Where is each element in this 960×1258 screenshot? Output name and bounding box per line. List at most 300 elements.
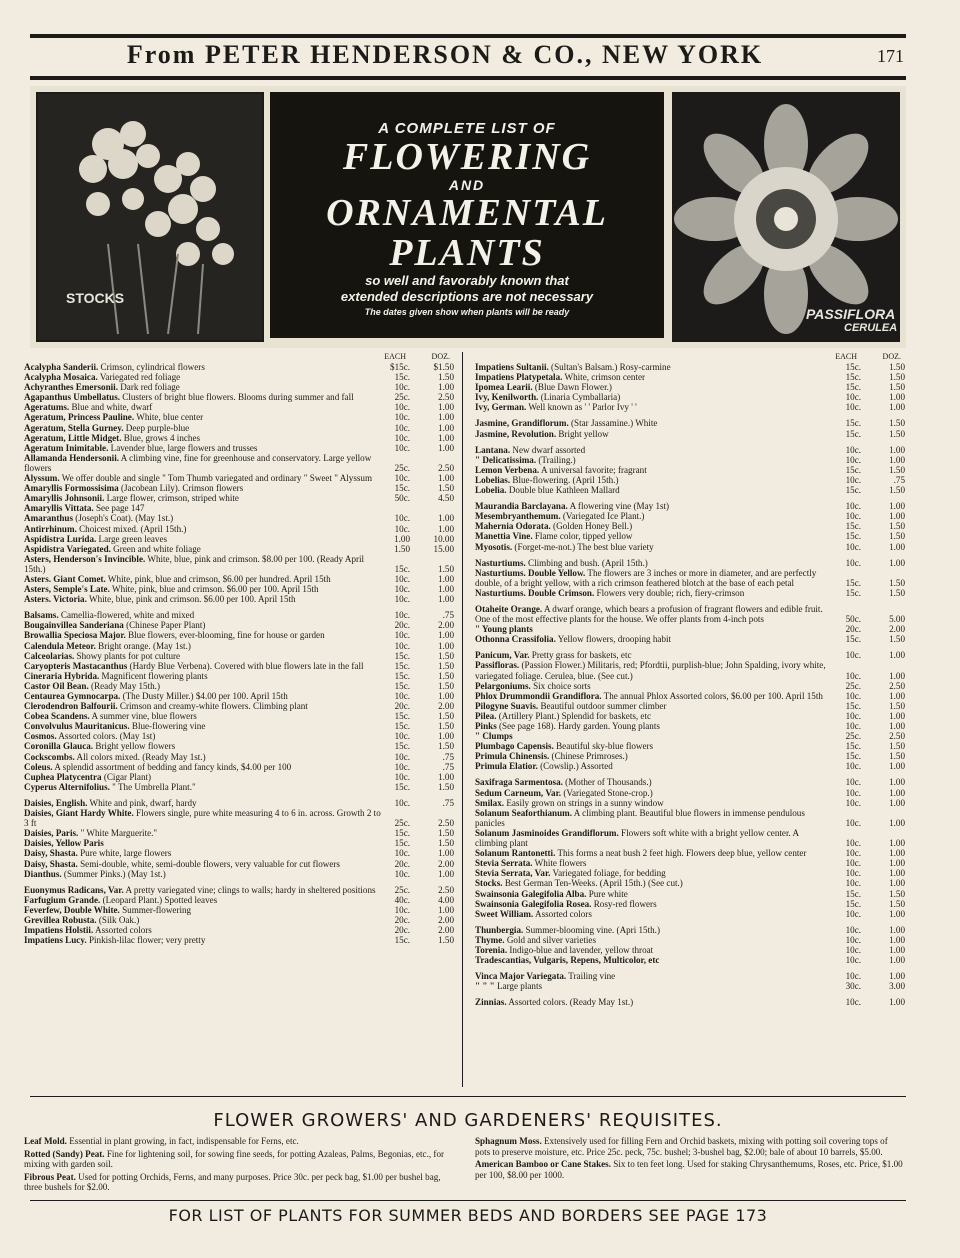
banner-flowering: FLOWERING: [342, 136, 592, 178]
price-dozen: 2.00: [438, 914, 454, 925]
plant-entry: [24, 433, 454, 443]
plant-description: Flame color, tipped yellow: [532, 531, 633, 542]
banner-subtitle-1: so well and favorably known that: [365, 273, 569, 288]
price-each: 10c.: [394, 630, 410, 641]
plant-description: Camellia-flowered, white and mixed: [58, 610, 195, 621]
price-each: 10c.: [394, 513, 410, 524]
price-dozen: 1.50: [438, 781, 454, 792]
plant-entry: [475, 701, 905, 711]
plant-entry: [24, 828, 454, 838]
plant-name: " Young plants: [475, 624, 533, 635]
plant-entry: [24, 544, 454, 554]
plant-name: Amaryllis Vittata.: [24, 503, 94, 514]
requisites-left: [24, 1136, 454, 1195]
plant-description: Double blue Kathleen Mallard: [506, 485, 620, 496]
price-each: 10c.: [394, 422, 410, 433]
plant-name: Primula Elatior.: [475, 761, 538, 772]
price-dozen: .75: [442, 610, 454, 621]
plant-entry: [475, 935, 905, 945]
plant-description: Blue flowers, ever-blooming, fine for house or garden: [125, 630, 325, 641]
price-dozen: 1.00: [438, 771, 454, 782]
plant-name: Impatiens Sultanii.: [475, 362, 549, 372]
plant-description: (Sultan's Balsam.) Rosy-carmine: [548, 362, 671, 372]
page-header-title: From PETER HENDERSON & CO., NEW YORK: [126, 40, 764, 69]
plant-name: Ageratum, Little Midget.: [24, 432, 122, 443]
price-dozen: 1.50: [438, 721, 454, 732]
plant-description: (Leopard Plant.) Spotted leaves: [100, 894, 218, 905]
plant-name: Ivy, Kenilworth.: [475, 392, 539, 403]
plant-entry: [475, 971, 905, 981]
plant-name: Asters, Semple's Late.: [24, 584, 110, 595]
price-each: 10c.: [845, 924, 861, 935]
price-dozen: 1.00: [438, 868, 454, 879]
plant-name: Ivy, German.: [475, 402, 527, 413]
price-each: 15c.: [845, 577, 861, 588]
plant-name: Agapanthus Umbellatus.: [24, 392, 121, 403]
plant-entry: [475, 392, 905, 402]
plant-description: Deep purple-blue: [123, 422, 190, 433]
plant-entry: [475, 485, 905, 495]
plant-name: Lobelias.: [475, 474, 511, 485]
price-each: 10c.: [845, 721, 861, 731]
requisite-name: Fibrous Peat.: [24, 1171, 76, 1182]
plant-entry: [24, 885, 454, 895]
price-each: 10c.: [845, 787, 861, 798]
passiflora-caption-2: CERULEA: [844, 322, 898, 334]
price-each: 10c.: [394, 771, 410, 782]
plant-name: Amaranthus: [24, 513, 74, 524]
plant-description: Best German Ten-Weeks. (April 15th.) (See cut.): [502, 878, 683, 889]
requisites-right: [475, 1136, 905, 1182]
plant-description: " The Umbrella Plant.": [109, 781, 196, 792]
plant-description: Yellow flowers, drooping habit: [555, 634, 672, 645]
plant-entry: [475, 445, 905, 455]
requisite-item: [475, 1136, 905, 1157]
plant-description: Flowers soft white with a bright yellow center. A climbing plant: [475, 827, 799, 849]
price-each: 10c.: [845, 858, 861, 869]
plant-name: Cineraria Hybrida.: [24, 670, 100, 681]
price-dozen: 4.50: [438, 493, 454, 504]
price-dozen: 1.00: [889, 690, 905, 701]
plant-name: " " ": [475, 981, 495, 992]
price-each: 15c.: [845, 898, 861, 909]
price-dozen: 1.50: [889, 751, 905, 762]
plant-entry: [24, 782, 454, 792]
price-dozen: 1.50: [438, 650, 454, 661]
plant-description: Pretty grass for baskets, etc: [529, 650, 632, 661]
plant-name: Mahernia Odorata.: [475, 521, 551, 532]
price-each: 15c.: [394, 828, 410, 839]
plant-entry: [475, 558, 905, 568]
price-dozen: 2.00: [889, 624, 905, 635]
plant-entry: [475, 362, 905, 372]
plant-description: (Passion Flower.) Militaris, red; Pfordtii, purplish-blue; John Spalding, ivory white, variegated foliage. Cerulea, blue. (See cut.): [475, 660, 826, 681]
plant-description: (Forget-me-not.) The best blue variety: [512, 541, 654, 552]
plant-entry: [475, 542, 905, 552]
price-dozen: 1.00: [889, 402, 905, 413]
right-entry-list: [475, 362, 905, 1007]
plant-name: " Clumps: [475, 731, 513, 742]
column-header-left: [24, 350, 454, 362]
banner-and: AND: [448, 177, 486, 193]
price-dozen: 1.50: [438, 660, 454, 671]
plant-entry: [24, 584, 454, 594]
price-each: 10c.: [845, 454, 861, 465]
plant-entry: [475, 372, 905, 382]
plant-description: A summer vine, blue flowers: [89, 711, 197, 722]
price-each: 50c.: [845, 614, 861, 625]
requisite-name: Rotted (Sandy) Peat.: [24, 1148, 105, 1159]
plant-name: Sweet William.: [475, 908, 534, 919]
price-each: 15c.: [845, 751, 861, 762]
banner-ornamental: ORNAMENTAL: [326, 192, 608, 234]
plant-entry: [475, 761, 905, 771]
banner: [30, 86, 906, 348]
plant-name: Solanum Seaforthianum.: [475, 807, 573, 818]
plant-entry: [475, 997, 905, 1007]
plant-description: Bright yellow: [556, 428, 609, 439]
price-dozen: 2.50: [889, 680, 905, 691]
price-dozen: 1.00: [889, 777, 905, 788]
plant-description: Pure white, large flowers: [77, 848, 172, 859]
plant-entry: [24, 915, 454, 925]
plant-name: Browallia Speciosa Major.: [24, 630, 126, 641]
plant-description: Semi-double, white, semi-double flowers, very valuable for cut flowers: [77, 858, 340, 869]
price-each: 15c.: [394, 650, 410, 661]
plant-name: Smilax.: [475, 797, 505, 808]
price-each: 15c.: [394, 372, 410, 383]
plant-description: Magnificent flowering plants: [99, 670, 208, 681]
requisite-description: Fine for lightening soil, for sowing fine seeds, for potting Azaleas, Palms, Begonias, etc., for mixing with garden soil.: [24, 1148, 445, 1170]
plant-name: Calceolarias.: [24, 650, 75, 661]
plant-entry: [24, 594, 454, 604]
price-dozen: 2.50: [889, 731, 905, 742]
price-dozen: 1.50: [889, 362, 905, 372]
price-dozen: 1.00: [889, 501, 905, 512]
price-dozen: 1.00: [889, 838, 905, 849]
plant-name: Myosotis.: [475, 541, 513, 552]
plant-entry: [24, 554, 454, 574]
banner-note: The dates given show when plants will be ready: [364, 307, 570, 317]
plant-name: Cockscombs.: [24, 751, 75, 762]
price-each: 10c.: [394, 761, 410, 772]
price-dozen: .75: [442, 751, 454, 762]
plant-description: Flowers very double; rich, fiery-crimson: [594, 587, 745, 598]
plant-name: " Delicatissima.: [475, 454, 537, 465]
plant-list-left: [24, 350, 454, 945]
plant-description: Dark red foliage: [117, 382, 180, 393]
plant-description: A dwarf orange, which bears a profusion of fragrant flowers and edible fruit. One of the most effective plants for the house. We offer plants from 4-inch pots: [475, 603, 823, 625]
plant-description: (Chinese Paper Plant): [123, 620, 206, 631]
plant-description: Pinkish-lilac flower; very pretty: [86, 935, 206, 946]
plant-entry: [24, 630, 454, 640]
plant-description: White, blue center: [134, 412, 204, 423]
plant-entry: [24, 534, 454, 544]
plant-name: Saxifraga Sarmentosa.: [475, 777, 563, 788]
price-each: 10c.: [845, 392, 861, 403]
price-each: 15c.: [394, 483, 410, 494]
plant-description: (Jacobean Lily). Crimson flowers: [118, 483, 244, 494]
price-dozen: 2.50: [438, 392, 454, 403]
plant-name: Primula Chinensis.: [475, 751, 550, 762]
price-dozen: 2.50: [438, 818, 454, 829]
plant-entry: [475, 721, 905, 731]
price-each: 15c.: [394, 563, 410, 574]
plant-entry: [24, 372, 454, 382]
requisite-item: [24, 1136, 454, 1147]
price-each: 10c.: [845, 848, 861, 859]
plant-entry: [24, 483, 454, 493]
plant-description: Indigo-blue and lavender, yellow throat: [507, 944, 654, 955]
price-each: 10c.: [845, 557, 861, 568]
plant-name: Asters, Henderson's Invincible.: [24, 553, 146, 564]
price-each: 10c.: [845, 501, 861, 512]
price-dozen: 1.50: [438, 935, 454, 946]
plant-description: Assorted colors: [93, 925, 152, 936]
plant-name: Nasturtiums.: [475, 557, 526, 568]
plant-name: Amaryllis Johnsonii.: [24, 493, 105, 504]
price-dozen: 1.00: [438, 432, 454, 443]
plant-description: White, pink, blue and crimson. $6.00 per 100. April 15th: [109, 584, 319, 595]
plant-entry: [475, 382, 905, 392]
plant-entry: [24, 741, 454, 751]
plant-name: Otaheite Orange.: [475, 603, 543, 614]
plant-description: " White Marguerite.": [78, 828, 158, 839]
price-dozen: 1.00: [889, 878, 905, 889]
plant-name: Ipomea Learii.: [475, 382, 533, 393]
plant-name: Allamanda Hendersonii.: [24, 452, 119, 463]
plant-description: White, pink, blue and crimson, $6.00 per hundred. April 15th: [105, 573, 331, 584]
plant-name: Swainsonia Galegifolia Alba.: [475, 888, 587, 899]
plant-name: Feverfew, Double White.: [24, 904, 120, 915]
plant-entry: [24, 671, 454, 681]
price-each: 20c.: [394, 701, 410, 712]
plant-entry: [475, 511, 905, 521]
price-dozen: 1.50: [889, 577, 905, 588]
plant-name: Jasmine, Grandiflorum.: [475, 418, 569, 429]
price-each: 10c.: [394, 473, 410, 484]
plant-description: (Trailing.): [536, 454, 576, 465]
plant-name: Swainsonia Galegifolia Rosea.: [475, 898, 592, 909]
plant-name: Zinnias.: [475, 997, 507, 1008]
plant-name: Daisies, Giant Hardy White.: [24, 808, 134, 819]
price-each: 10c.: [845, 444, 861, 455]
price-each: 15c.: [845, 418, 861, 429]
price-each: 10c.: [394, 640, 410, 651]
price-each: 10c.: [845, 934, 861, 945]
price-dozen: 1.00: [889, 444, 905, 455]
plant-entry: [475, 691, 905, 701]
price-each: 10c.: [845, 997, 861, 1008]
plant-description: Blue-flowering vine: [129, 721, 206, 732]
plant-entry: [475, 848, 905, 858]
plant-name: Impatiens Holstii.: [24, 925, 94, 936]
price-each: 10c.: [394, 573, 410, 584]
price-each: 10c.: [845, 955, 861, 966]
price-dozen: 1.00: [438, 442, 454, 453]
price-dozen: 1.50: [889, 531, 905, 542]
price-dozen: 3.00: [889, 981, 905, 992]
plant-entry: [24, 838, 454, 848]
price-dozen: 2.00: [438, 925, 454, 936]
price-dozen: 1.00: [889, 934, 905, 945]
price-dozen: 1.00: [889, 670, 905, 681]
plant-entry: [475, 788, 905, 798]
plant-entry: [24, 453, 454, 473]
price-each: 10c.: [394, 402, 410, 413]
price-each: 50c.: [394, 493, 410, 504]
price-each: 10c.: [845, 541, 861, 552]
banner-title-panel: [270, 92, 664, 338]
plant-entry: [475, 981, 905, 991]
plant-name: Lantana.: [475, 444, 511, 455]
price-dozen: 1.00: [889, 924, 905, 935]
requisite-item: [24, 1172, 454, 1193]
plant-description: Choicest mixed. (April 15th.): [76, 523, 187, 534]
plant-entry: [24, 651, 454, 661]
price-each: 20c.: [394, 925, 410, 936]
requisite-name: Sphagnum Moss.: [475, 1136, 542, 1146]
price-dozen: 2.00: [438, 701, 454, 712]
plant-description: Variegated foliage, for bedding: [550, 868, 666, 879]
plant-entry: [475, 868, 905, 878]
plant-name: Convolvulus Mauritanicus.: [24, 721, 130, 732]
plant-description: White and pink, dwarf, hardy: [87, 797, 197, 808]
plant-name: Impatiens Platypetala.: [475, 372, 563, 383]
price-dozen: 1.00: [889, 511, 905, 522]
price-dozen: 15.00: [433, 543, 454, 554]
price-each: 15c.: [394, 670, 410, 681]
price-each: 15c.: [845, 464, 861, 475]
plant-entry: [475, 475, 905, 485]
plant-list-right: [475, 350, 905, 1007]
price-each: 10c.: [845, 908, 861, 919]
plant-entry: [24, 610, 454, 620]
price-dozen: .75: [442, 761, 454, 772]
plant-description: (Hardy Blue Verbena). Covered with blue flowers late in the fall: [127, 660, 364, 671]
each-label: EACH: [384, 352, 406, 361]
price-dozen: 1.00: [889, 541, 905, 552]
plant-description: The flowers are 3 inches or more in diameter, and are perfectly double, of a bright yellow, with a rich crimson feathered blotch at the base of each petal: [475, 567, 817, 588]
plant-entry: [475, 858, 905, 868]
plant-entry: [24, 681, 454, 691]
plant-name: Solanum Jasminoides Grandiflorum.: [475, 827, 619, 838]
plant-entry: [24, 362, 454, 372]
plant-name: Alyssum.: [24, 473, 60, 484]
plant-name: Asters. Victoria.: [24, 594, 87, 605]
price-each: 10c.: [394, 594, 410, 605]
price-each: 20c.: [845, 624, 861, 635]
plant-entry: [24, 402, 454, 412]
plant-name: Passifloras.: [475, 660, 520, 671]
column-divider: [462, 352, 463, 1087]
plant-name: Vinca Major Variegata.: [475, 971, 567, 982]
plant-name: Othonna Crassifolia.: [475, 634, 556, 645]
price-dozen: 1.00: [438, 594, 454, 605]
price-each: 15c.: [394, 660, 410, 671]
plant-entry: [24, 382, 454, 392]
price-dozen: 2.50: [438, 462, 454, 473]
price-dozen: 1.00: [889, 944, 905, 955]
price-each: 10c.: [394, 442, 410, 453]
price-dozen: 1.00: [438, 523, 454, 534]
price-dozen: 1.00: [889, 848, 905, 859]
price-dozen: 1.00: [438, 691, 454, 701]
plant-name: Manettia Vine.: [475, 531, 533, 542]
plant-entry: [475, 828, 905, 848]
price-dozen: 1.00: [889, 797, 905, 808]
plant-name: Lemon Verbena.: [475, 464, 540, 475]
plant-name: Stevia Serrata, Var.: [475, 868, 551, 879]
plant-entry: [24, 752, 454, 762]
price-each: 10c.: [845, 670, 861, 681]
price-each: 15c.: [845, 587, 861, 598]
plant-entry: [475, 945, 905, 955]
plant-description: (Linaria Cymballaria): [538, 392, 621, 403]
plant-name: Coronilla Glauca.: [24, 741, 94, 752]
price-dozen: 1.50: [438, 372, 454, 383]
plant-entry: [475, 624, 905, 634]
plant-entry: [24, 620, 454, 630]
plant-entry: [475, 878, 905, 888]
price-each: 15c.: [845, 372, 861, 383]
plant-entry: [24, 869, 454, 879]
plant-entry: [24, 731, 454, 741]
price-each: 15c.: [845, 485, 861, 496]
plant-description: Summer-blooming vine. (Apri 15th.): [523, 924, 660, 935]
plant-description: Lavender blue, large flowers and trusses: [108, 442, 258, 453]
requisites-top-rule: [30, 1096, 906, 1097]
plant-description: A universal favorite; fragrant: [539, 464, 647, 475]
plant-description: Large green leaves: [96, 533, 168, 544]
plant-name: Maurandia Barclayana.: [475, 501, 568, 512]
plant-description: Crimson, cylindrical flowers: [98, 362, 205, 372]
price-dozen: 1.50: [438, 670, 454, 681]
price-dozen: 1.00: [889, 710, 905, 721]
price-dozen: 2.00: [438, 620, 454, 631]
price-each: 15c.: [394, 838, 410, 849]
plant-description: (Summer Pinks.) (May 1st.): [61, 868, 166, 879]
plant-entry: [475, 604, 905, 624]
plant-entry: [24, 895, 454, 905]
plant-entry: [475, 808, 905, 828]
price-dozen: 1.50: [889, 418, 905, 429]
plant-entry: [475, 798, 905, 808]
price-dozen: 4.00: [438, 894, 454, 905]
plant-entry: [475, 465, 905, 475]
plant-description: Climbing and bush. (April 15th.): [525, 557, 648, 568]
plant-name: Thyme.: [475, 934, 505, 945]
requisite-description: Extensively used for filling Fern and Orchid baskets, mixing with potting soil covering tops of pots to preserve moisture, etc. Price 25c. peck, 75c. bushel; 3-bushel bag, $2.00; bale of about 10 barrels, $5.00.: [475, 1136, 888, 1157]
price-dozen: .75: [442, 797, 454, 808]
price-each: 10c.: [845, 650, 861, 661]
plant-entry: [24, 701, 454, 711]
plant-description: (The Dusty Miller.) $4.00 per 100. April 15th: [120, 691, 288, 701]
plant-entry: [475, 711, 905, 721]
price-dozen: 1.00: [438, 422, 454, 433]
price-each: 10c.: [845, 838, 861, 849]
plant-description: Blue, grows 4 inches: [121, 432, 201, 443]
plant-description: Assorted colors: [533, 908, 592, 919]
doz-label: DOZ.: [431, 352, 450, 361]
plant-entry: [24, 925, 454, 935]
plant-name: Centaurea Gymnocarpa.: [24, 691, 121, 701]
price-dozen: 1.50: [889, 428, 905, 439]
plant-description: Beautiful outdoor summer climber: [538, 700, 667, 711]
plant-description: White flowers: [532, 858, 587, 869]
stocks-caption: STOCKS: [66, 290, 125, 306]
plant-name: Coleus.: [24, 761, 53, 772]
